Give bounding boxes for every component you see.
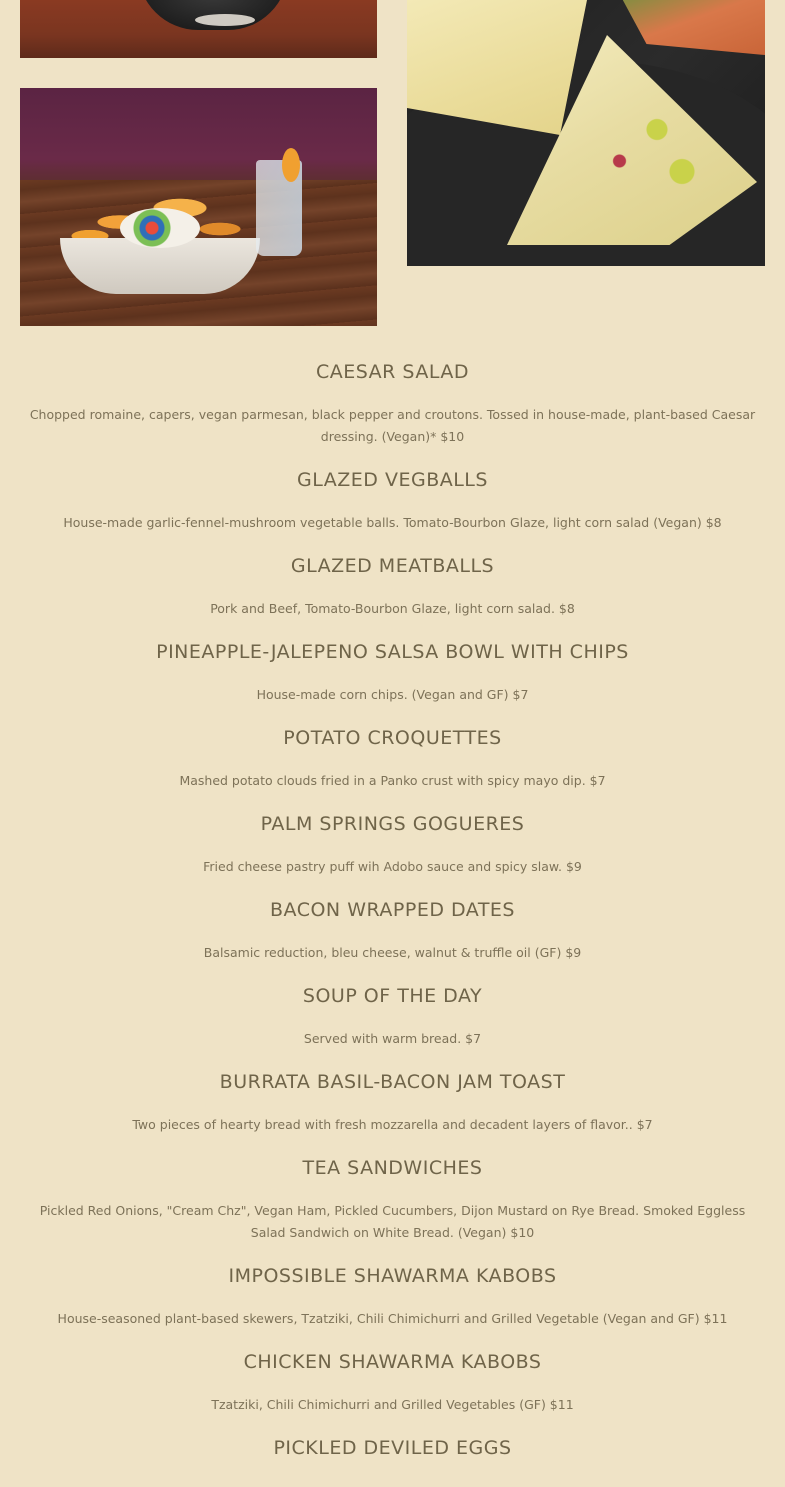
- menu-item-description: House-made corn chips. (Vegan and GF) $7: [256, 687, 529, 702]
- menu-item-title: PINEAPPLE-JALEPENO SALSA BOWL WITH CHIPS: [156, 641, 629, 663]
- menu-item-title: BACON WRAPPED DATES: [270, 899, 515, 921]
- menu-item-title: PALM SPRINGS GOGUERES: [260, 813, 525, 835]
- menu-item-title: GLAZED VEGBALLS: [297, 469, 488, 491]
- menu-item: [20, 792, 765, 878]
- menu-item-title: IMPOSSIBLE SHAWARMA KABOBS: [228, 1265, 557, 1287]
- menu-list: [0, 340, 785, 1480]
- menu-item-description: Chopped romaine, capers, vegan parmesan, black pepper and croutons. Tossed in house-made, plant-based Caesar dressing. (Vegan)* $10: [29, 407, 756, 444]
- menu-item: [20, 1416, 765, 1460]
- menu-item: [20, 1050, 765, 1136]
- menu-item-title: BURRATA BASIL-BACON JAM TOAST: [219, 1071, 566, 1093]
- salsa-shape: [120, 208, 200, 248]
- menu-item: [20, 964, 765, 1050]
- menu-item-title: CAESAR SALAD: [316, 361, 469, 383]
- menu-item-title: SOUP OF THE DAY: [302, 985, 483, 1007]
- menu-item-description: Served with warm bread. $7: [303, 1031, 482, 1046]
- menu-item-description: Two pieces of hearty bread with fresh mozzarella and decadent layers of flavor.. $7: [132, 1117, 653, 1132]
- menu-item-description: Pickled Red Onions, "Cream Chz", Vegan Ham, Pickled Cucumbers, Dijon Mustard on Rye Bread. Smoked Eggless Salad Sandwich on White Bread. (Vegan) $10: [39, 1203, 746, 1240]
- menu-item: [20, 706, 765, 792]
- menu-item-description: House-made garlic-fennel-mushroom vegetable balls. Tomato-Bourbon Glaze, light corn salad (Vegan) $8: [63, 515, 722, 530]
- menu-item: [20, 1244, 765, 1330]
- chips-salsa-photo: [20, 88, 377, 326]
- menu-item-description: Tzatziki, Chili Chimichurri and Grilled Vegetables (GF) $11: [211, 1397, 574, 1412]
- menu-item: [20, 1136, 765, 1244]
- menu-item-description: Balsamic reduction, bleu cheese, walnut & truffle oil (GF) $9: [203, 945, 582, 960]
- bowl-base-shape: [195, 14, 255, 26]
- menu-item: [20, 620, 765, 706]
- menu-item-title: TEA SANDWICHES: [302, 1157, 483, 1179]
- lemon-peel-shape: [282, 148, 300, 182]
- menu-item-description: Pork and Beef, Tomato-Bourbon Glaze, light corn salad. $8: [210, 601, 575, 616]
- menu-item-title: CHICKEN SHAWARMA KABOBS: [243, 1351, 542, 1373]
- menu-item-title: PICKLED DEVILED EGGS: [273, 1437, 512, 1459]
- menu-item: [20, 448, 765, 534]
- smoked-topping-shape: [607, 0, 765, 55]
- menu-item: [20, 878, 765, 964]
- menu-item-description: Mashed potato clouds fried in a Panko crust with spicy mayo dip. $7: [179, 773, 606, 788]
- menu-item: [20, 534, 765, 620]
- menu-item-description: House-seasoned plant-based skewers, Tzatziki, Chili Chimichurri and Grilled Vegetable (Vegan and GF) $11: [57, 1311, 728, 1326]
- tea-sandwiches-photo: [407, 0, 765, 266]
- menu-item: [20, 1330, 765, 1416]
- menu-item-title: POTATO CROQUETTES: [283, 727, 502, 749]
- menu-item: [20, 340, 765, 448]
- menu-item-description: Fried cheese pastry puff wih Adobo sauce and spicy slaw. $9: [203, 859, 582, 874]
- menu-item-title: GLAZED MEATBALLS: [290, 555, 495, 577]
- bowl-photo: [20, 0, 377, 58]
